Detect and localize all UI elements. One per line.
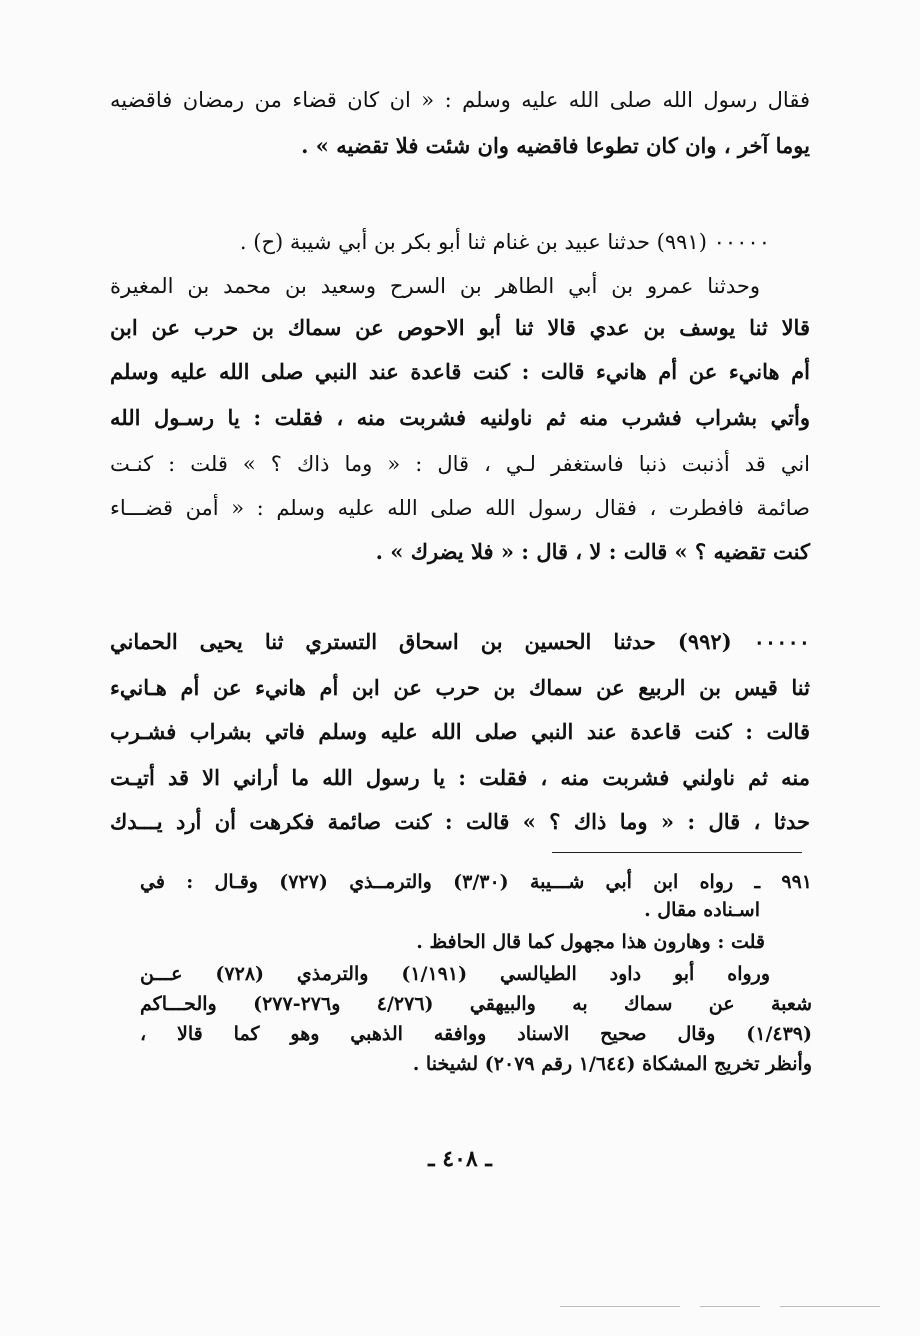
paragraph-1-line-1: فقال رسول الله صلى الله عليه وسلم : « ان كان قضاء من رمضان فاقضيه (110, 88, 810, 112)
footnote-line-7: وأنظر تخريج المشكاة (١/٦٤٤ رقم ٢٠٧٩) لشيخنا . (412, 1053, 812, 1075)
scan-mark (700, 1306, 760, 1307)
hadith-991-line-7: صائمة فافطرت ، فقال رسول الله صلى الله عليه وسلم : « أمن قضـــاء (110, 496, 810, 520)
footnote-line-4: ورواه أبو داود الطيالسي (١/١٩١) والترمذي (٧٢٨) عـــن (140, 963, 770, 985)
hadith-991-line-2: وحدثنا عمرو بن أبي الطاهر بن السرح وسعيد بن محمد بن المغيرة (110, 274, 760, 298)
hadith-991-line-5: وأتي بشراب فشرب منه ثم ناولنيه فشربت منه ، فقلت : يا رسـول الله (110, 405, 810, 430)
hadith-991-line-1: ٠٠٠٠٠ (٩٩١) حدثنا عبيد بن غنام ثنا أبو بكر بن أبي شيبة (ح) . (239, 230, 770, 254)
footnote-line-2: اسـناده مقال . (644, 899, 760, 921)
hadith-991-line-8: كنت تقضيه ؟ » قالت : لا ، قال : « فلا يضرك » . (375, 539, 810, 564)
hadith-991-line-4: أم هانيء عن أم هانيء قالت : كنت قاعدة عند النبي صلى الله عليه وسلم (110, 359, 810, 384)
hadith-992-line-5: حدثا ، قال : « وما ذاك ؟ » قالت : كنت صائمة فكرهت أن أرد يـــدك (110, 809, 810, 834)
page-number: ـ ٤٠٨ ـ (428, 1146, 492, 1172)
footnote-line-1: ٩٩١ ـ رواه ابن أبي شـــيبة (٣/٣٠) والترمــذي (٧٢٧) وقـال : في (140, 871, 812, 893)
scan-mark (780, 1306, 880, 1307)
footnote-rule (552, 852, 802, 853)
hadith-992-line-3: قالت : كنت قاعدة عند النبي صلى الله عليه وسلم فاتي بشراب فشـرب (110, 719, 810, 744)
hadith-992-line-4: منه ثم ناولني فشربت منه ، فقلت : يا رسول الله ما أراني الا قد أتيـت (110, 765, 810, 790)
hadith-992-line-1: ٠٠٠٠٠ (٩٩٢) حدثنا الحسين بن اسحاق التستري ثنا يحيى الحماني (110, 629, 811, 654)
hadith-991-line-3: قالا ثنا يوسف بن عدي قالا ثنا أبو الاحوص عن سماك بن حرب عن ابن (110, 315, 810, 340)
hadith-992-line-2: ثنا قيس بن الربيع عن سماك بن حرب عن ابن أم هانيء عن أم هـانيء (110, 675, 810, 700)
scan-mark (560, 1306, 680, 1307)
footnote-line-5: شعبة عن سماك به والبيهقي (٤/٢٧٦ و٢٧٦-٢٧٧) والحـــاكم (140, 993, 812, 1015)
footnote-line-3: قلت : وهارون هذا مجهول كما قال الحافظ . (416, 931, 765, 953)
paragraph-1-line-2: يوما آخر ، وان كان تطوعا فاقضيه وان شئت فلا تقضيه » . (301, 133, 810, 158)
hadith-991-line-6: اني قد أذنبت ذنبا فاستغفر لـي ، قال : « وما ذاك ؟ » قلت : كنـت (110, 452, 810, 476)
footnote-line-6: (١/٤٣٩) وقال صحيح الاسناد ووافقه الذهبي وهو كما قالا ، (140, 1023, 812, 1045)
